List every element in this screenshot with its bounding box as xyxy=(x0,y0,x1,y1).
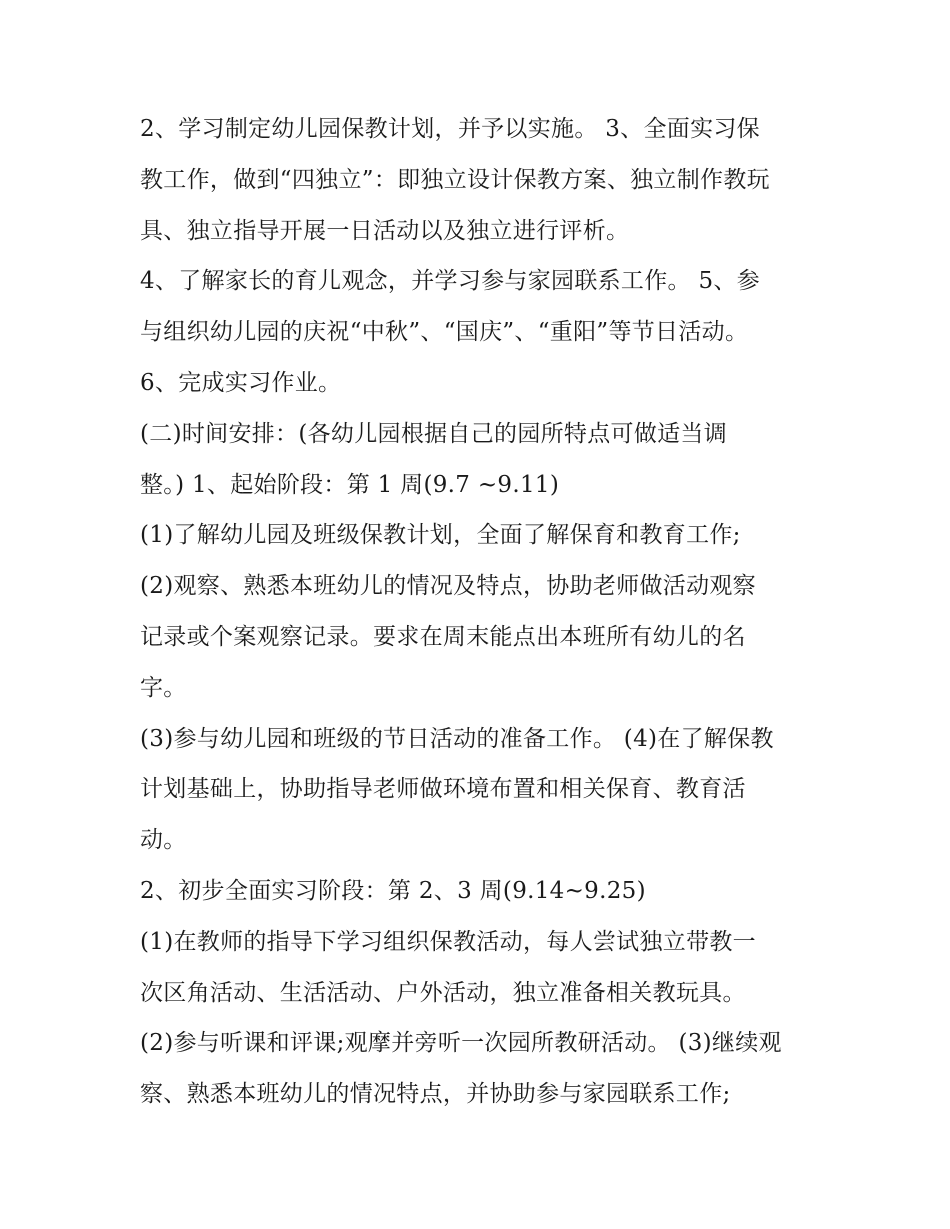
text-line: 记录或个案观察记录。要求在周末能点出本班所有幼儿的名 xyxy=(140,623,746,650)
text-line: (二)时间安排：(各幼儿园根据自己的园所特点可做适当调 xyxy=(140,420,728,447)
text-line: 次区角活动、生活活动、户外活动，独立准备相关教玩具。 xyxy=(140,979,746,1006)
text-line: 字。 xyxy=(140,674,187,701)
text-line: (1)在教师的指导下学习组织保教活动，每人尝试独立带教一 xyxy=(140,928,756,955)
text-line: 察、熟悉本班幼儿的情况特点，并协助参与家园联系工作; xyxy=(140,1081,731,1108)
text-line: 计划基础上，协助指导老师做环境布置和相关保育、教育活 xyxy=(140,776,746,803)
text-line: 与组织幼儿园的庆祝“中秋”、“国庆”、“重阳”等节日活动。 xyxy=(140,319,749,346)
text-line: 整。) 1、起始阶段：第 1 周(9.7 ~9.11) xyxy=(140,471,560,498)
text-line: (2)参与听课和评课;观摩并旁听一次园所教研活动。 (3)继续观 xyxy=(140,1030,782,1057)
document-body xyxy=(140,104,812,1120)
text-line: (2)观察、熟悉本班幼儿的情况及特点，协助老师做活动观察 xyxy=(140,573,756,600)
text-line: 4、了解家长的育儿观念，并学习参与家园联系工作。 5、参 xyxy=(140,268,760,295)
text-line: 2、初步全面实习阶段：第 2、3 周(9.14~9.25) xyxy=(140,877,646,904)
text-line: (1)了解幼儿园及班级保教计划，全面了解保育和教育工作; xyxy=(140,522,741,549)
text-line: 6、完成实习作业。 xyxy=(140,369,342,396)
text-line: (3)参与幼儿园和班级的节日活动的准备工作。 (4)在了解保教 xyxy=(140,725,774,752)
text-line: 动。 xyxy=(140,827,187,854)
text-line: 2、学习制定幼儿园保教计划，并予以实施。 3、全面实习保 xyxy=(140,116,760,142)
text-line: 教工作，做到“四独立”：即独立设计保教方案、独立制作教玩 xyxy=(140,166,770,193)
text-line: 具、独立指导开展一日活动以及独立进行评析。 xyxy=(140,217,630,244)
